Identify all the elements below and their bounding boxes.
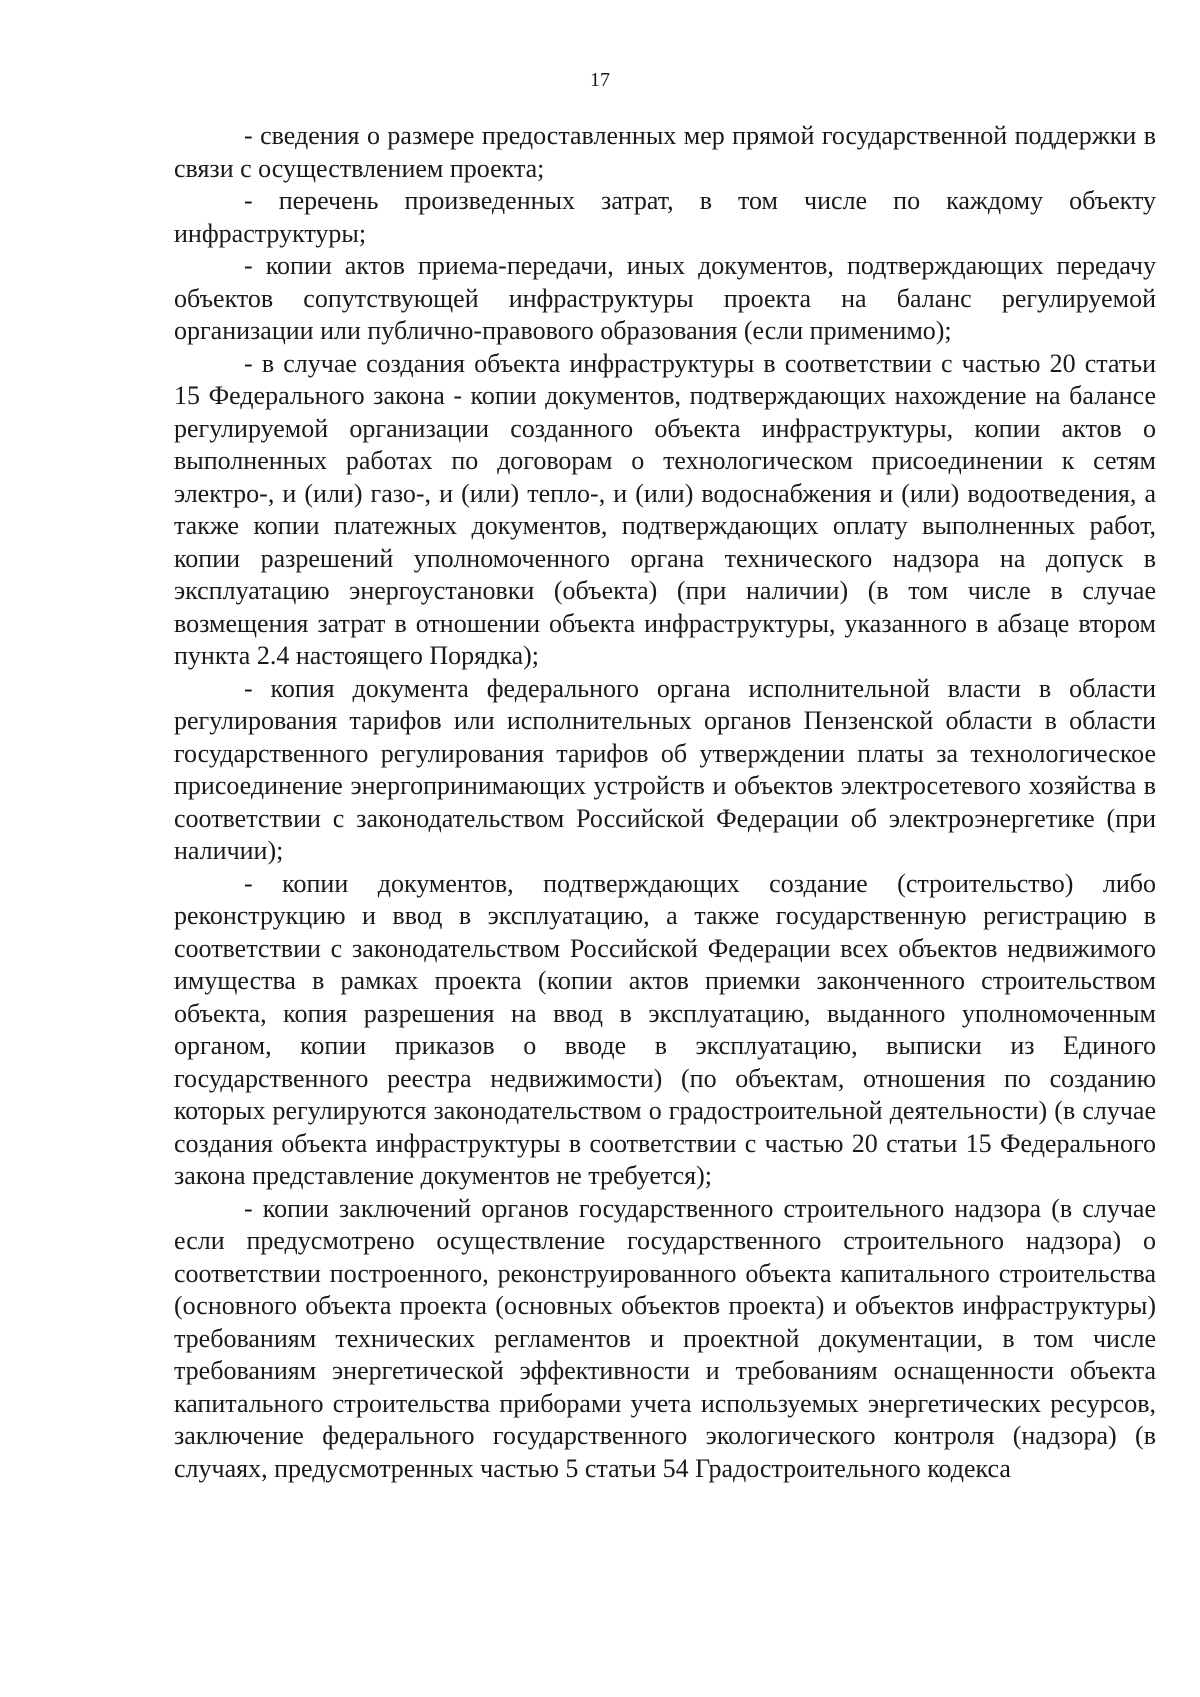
paragraph-infrastructure-creation: - в случае создания объекта инфраструктуры в соответствии с частью 20 статьи 15 Федерального закона - копии документов, подтверждающих нахождение на балансе регулируемой организации созданного объекта инфраструктуры, копии актов о выполненных работах по договорам о технологическом присоединении к сетям электро-, и (или) газо-, и (или) тепло-, и (или) водоснабжения и (или) водоотведения, а также копии платежных документов, подтверждающих оплату выполненных работ, копии разрешений уполномоченного органа технического надзора на допуск в эксплуатацию энергоустановки (объекта) (при наличии) (в том числе в случае возмещения затрат в отношении объекта инфраструктуры, указанного в абзаце втором пункта 2.4 настоящего Порядка); <box>174 348 1156 670</box>
paragraph-costs-list: - перечень произведенных затрат, в том числе по каждому объекту инфраструктуры; <box>174 186 1156 248</box>
page-number: 17 <box>590 69 610 91</box>
document-body <box>174 120 1156 1485</box>
paragraph-construction-documents: - копии документов, подтверждающих создание (строительство) либо реконструкцию и ввод в эксплуатацию, а также государственную регистрацию в соответствии с законодательством Российской Федерации всех объектов недвижимого имущества в рамках проекта (копии актов приемки законченного строительством объекта, копия разрешения на ввод в эксплуатацию, выданного уполномоченным органом, копии приказов о вводе в эксплуатацию, выписки из Единого государственного реестра недвижимости) (по объектам, отношения по созданию которых регулируются законодательством о градостроительной деятельности) (в случае создания объекта инфраструктуры в соответствии с частью 20 статьи 15 Федерального закона представление документов не требуется); <box>174 868 1156 1190</box>
paragraph-supervision-conclusions: - копии заключений органов государственного строительного надзора (в случае если предусмотрено осуществление государственного строительного надзора) о соответствии построенного, реконструированного объекта капитального строительства (основного объекта проекта (основных объектов проекта) и объектов инфраструктуры) требованиям технических регламентов и проектной документации, в том числе требованиям энергетической эффективности и требованиям оснащенности объекта капитального строительства приборами учета используемых энергетических ресурсов, заключение федерального государственного экологического контроля (надзора) (в случаях, предусмотренных частью 5 статьи 54 Градостроительного кодекса <box>174 1193 1156 1483</box>
paragraph-tariff-document: - копия документа федерального органа исполнительной власти в области регулирования тарифов или исполнительных органов Пензенской области в области государственного регулирования тарифов об утверждении платы за технологическое присоединение энергопринимающих устройств и объектов электросетевого хозяйства в соответствии с законодательством Российской Федерации об электроэнергетике (при наличии); <box>174 673 1156 865</box>
paragraph-support-measures: - сведения о размере предоставленных мер прямой государственной поддержки в связи с осуществлением проекта; <box>174 121 1156 183</box>
paragraph-transfer-acts: - копии актов приема-передачи, иных документов, подтверждающих передачу объектов сопутствующей инфраструктуры проекта на баланс регулируемой организации или публично-правового образования (если применимо); <box>174 251 1156 345</box>
